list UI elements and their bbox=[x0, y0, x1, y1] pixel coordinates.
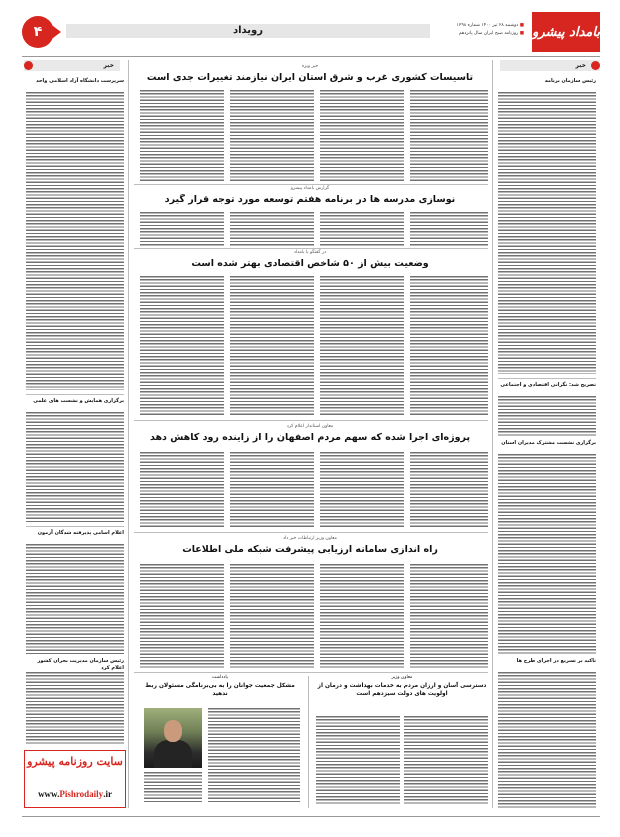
divider bbox=[26, 394, 124, 395]
article-3-kicker: در گفتگو با بامداد bbox=[293, 250, 327, 255]
bottom-right-kicker: معاون وزیر bbox=[391, 675, 413, 680]
article-5-kicker: معاون وزیر ارتباطات خبر داد bbox=[283, 536, 337, 541]
left-column-label bbox=[24, 60, 120, 71]
left-column-text-4 bbox=[26, 672, 124, 744]
section-bar bbox=[66, 24, 430, 38]
article-3-col bbox=[230, 276, 314, 416]
article-1-kicker: خبر ویژه bbox=[301, 64, 319, 69]
promo-url-prefix: www. bbox=[38, 789, 60, 799]
dateline-line-1: ■ دوشنبه ۲۸ تیر ۱۴۰۰ شماره ۱۲۹۸ bbox=[432, 22, 524, 30]
bullet-icon bbox=[591, 61, 600, 70]
article-1-col bbox=[320, 90, 404, 182]
article-4-kicker: معاون استاندار اعلام کرد bbox=[286, 424, 334, 429]
page-number-badge: ۴ bbox=[22, 16, 54, 48]
divider bbox=[134, 184, 488, 185]
right-column-head-1[interactable]: رئیس سازمان برنامه bbox=[544, 78, 596, 84]
left-column-head-4[interactable]: رئیس سازمان مدیریت بحران کشور اعلام کرد bbox=[37, 658, 124, 671]
left-column-text-3 bbox=[26, 544, 124, 654]
article-5-col bbox=[140, 564, 224, 668]
article-3-col bbox=[320, 276, 404, 416]
right-column-text-3 bbox=[498, 454, 596, 654]
article-1-headline[interactable]: تاسیسات کشوری غرب و شرق استان ایران نیازمند تغییرات جدی است bbox=[146, 72, 474, 83]
article-3-col bbox=[410, 276, 488, 416]
article-2-col bbox=[320, 212, 404, 246]
right-column-label bbox=[500, 60, 600, 71]
promo-url[interactable] bbox=[25, 789, 125, 799]
right-column-head-3[interactable]: برگزاری نشست مشترک مدیران استان bbox=[501, 440, 596, 446]
column-divider bbox=[128, 60, 129, 808]
article-1-col bbox=[140, 90, 224, 182]
article-2-kicker: گزارش بامداد پیشرو bbox=[290, 186, 330, 191]
dateline-line-2: ■ روزنامه صبح ایران سال پانزدهم bbox=[432, 30, 524, 38]
page-header bbox=[22, 12, 600, 52]
bottom-left-text-2 bbox=[144, 772, 202, 804]
left-column-text-1 bbox=[26, 92, 124, 390]
article-5-col bbox=[410, 564, 488, 668]
article-5-headline[interactable]: راه اندازی سامانه ارزیابی پیشرفت شبکه ملی اطلاعات bbox=[182, 544, 438, 555]
article-3-headline[interactable]: وضعیت بیش از ۵۰ شاخص اقتصادی بهتر شده است bbox=[191, 258, 429, 269]
left-column-head-1[interactable]: سرپرست دانشگاه آزاد اسلامی واحد bbox=[36, 78, 124, 84]
bottom-right-title[interactable]: دسترسی آسان و ارزان مردم به خدمات بهداشت و درمان از اولویت های دولت سیزدهم است bbox=[317, 683, 487, 697]
photo-face bbox=[164, 720, 182, 742]
newspaper-logo[interactable]: بامداد پیشرو bbox=[532, 12, 600, 52]
bottom-right-text bbox=[404, 716, 488, 804]
right-column-text-4 bbox=[498, 672, 596, 808]
article-4-col bbox=[410, 452, 488, 528]
left-column-head-2[interactable]: برگزاری همایش و نشست های علمی bbox=[33, 398, 124, 404]
divider bbox=[26, 526, 124, 527]
right-column-head-4[interactable]: تاکید بر تسریع در اجرای طرح ها bbox=[516, 658, 596, 664]
bottom-left-text bbox=[208, 708, 300, 804]
left-column-label-text: خبر bbox=[103, 62, 114, 69]
right-column-head-2[interactable]: تصریح شد: نگرانی اقتصادی و اجتماعی bbox=[500, 382, 596, 388]
promo-url-brand: Pishrodaily bbox=[59, 789, 104, 799]
bullet-icon bbox=[24, 61, 33, 70]
article-2-headline[interactable]: نوسازی مدرسه ها در برنامه هفتم توسعه مورد توجه قرار گیرد bbox=[164, 194, 456, 205]
article-4-col bbox=[230, 452, 314, 528]
footer-rule bbox=[22, 816, 600, 817]
divider bbox=[498, 378, 596, 379]
promo-url-suffix: .ir bbox=[103, 789, 112, 799]
divider bbox=[134, 672, 488, 673]
left-column-head-3[interactable]: اعلام اسامی پذیرفته شدگان آزمون bbox=[37, 530, 124, 536]
divider bbox=[134, 248, 488, 249]
article-5-col bbox=[320, 564, 404, 668]
article-1-col bbox=[410, 90, 488, 182]
article-1-col bbox=[230, 90, 314, 182]
divider bbox=[134, 420, 488, 421]
author-photo bbox=[144, 708, 202, 768]
section-title: رویداد bbox=[232, 25, 264, 36]
right-column-label-text: خبر bbox=[575, 62, 586, 69]
promo-title: سایت روزنامه پیشرو bbox=[27, 755, 123, 768]
article-5-col bbox=[230, 564, 314, 668]
column-divider bbox=[308, 676, 309, 808]
right-column-text-2 bbox=[498, 396, 596, 436]
dateline bbox=[432, 22, 524, 38]
website-promo[interactable] bbox=[24, 750, 126, 808]
bottom-right-text bbox=[316, 716, 400, 804]
header-rule bbox=[22, 56, 600, 57]
column-divider bbox=[492, 60, 493, 808]
left-column-text-2 bbox=[26, 412, 124, 522]
bottom-left-title[interactable]: مشکل جمعیت جوانان را به بی‌برنامگی مسئولان ربط ندهید bbox=[145, 683, 295, 697]
article-4-col bbox=[320, 452, 404, 528]
article-2-col bbox=[140, 212, 224, 246]
bottom-left-kicker: یادداشت bbox=[211, 675, 229, 680]
article-3-col bbox=[140, 276, 224, 416]
article-2-col bbox=[230, 212, 314, 246]
divider bbox=[134, 532, 488, 533]
article-4-headline[interactable]: پروژه‌ای اجرا شده که سهم مردم اصفهان را از زاینده رود کاهش دهد bbox=[149, 432, 471, 443]
article-4-col bbox=[140, 452, 224, 528]
photo-figure bbox=[154, 740, 192, 768]
article-2-col bbox=[410, 212, 488, 246]
right-column-text-1 bbox=[498, 92, 596, 374]
